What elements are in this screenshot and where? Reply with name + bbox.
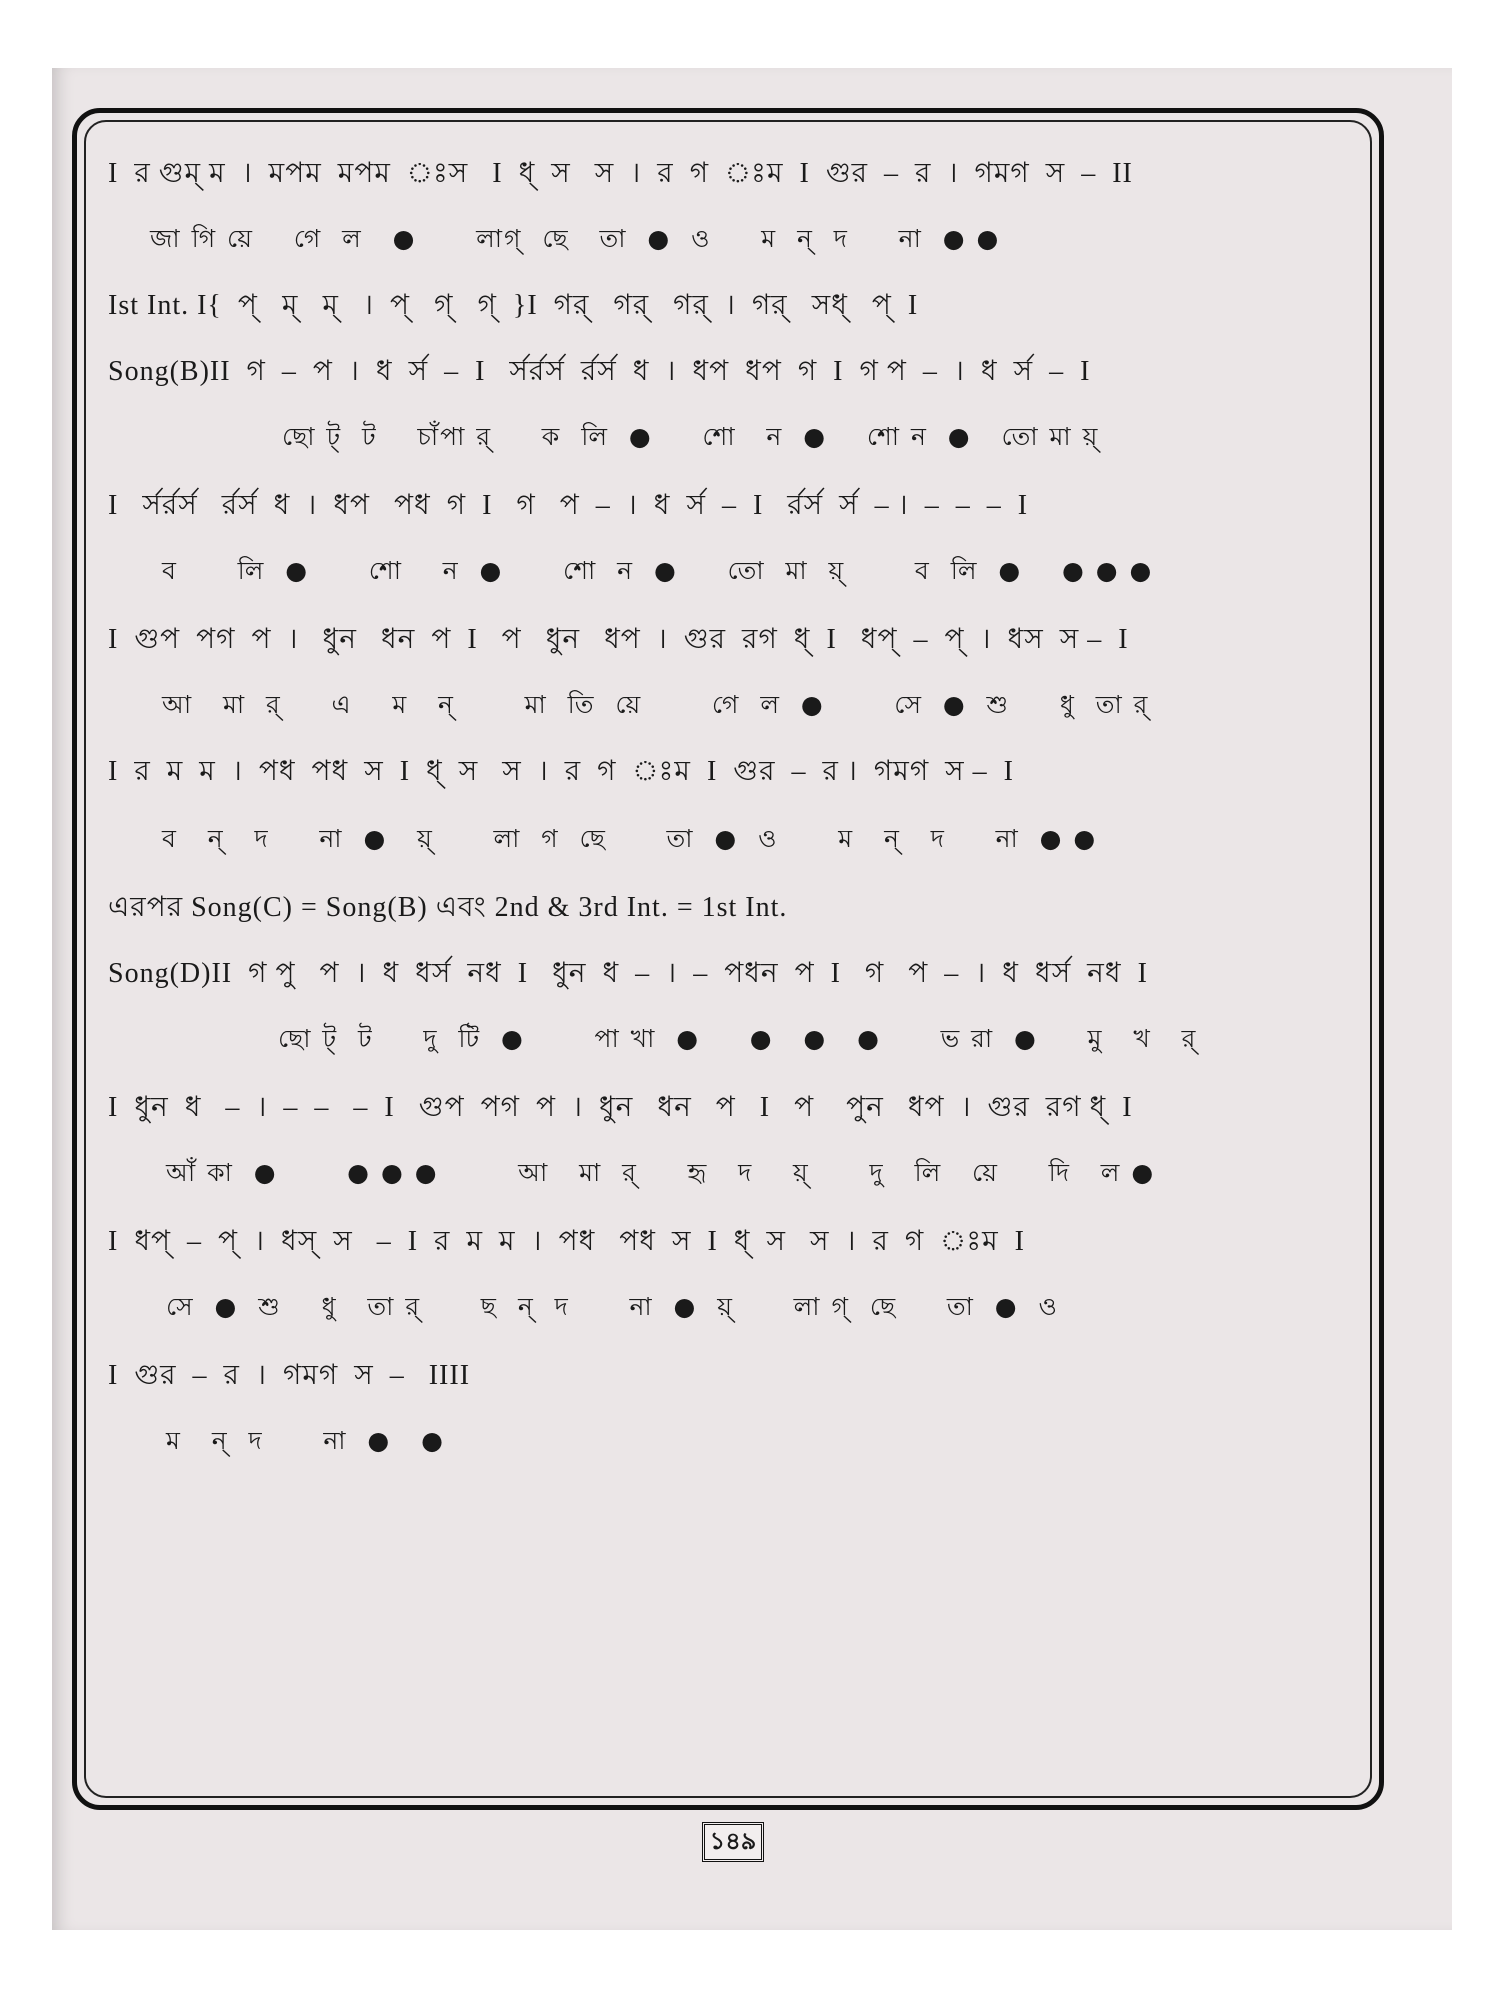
notation-line: I র গুম্ ম । মপম মপম ঃস I ধ্ স স । র গ ঃম I গুর – র । গমগ স – II bbox=[108, 157, 1133, 189]
notation-line: I গুপ পগ প । ধুন ধন প I প ধুন ধপ । গুর রগ ধ্ I ধপ্ – প্ । ধস স – I bbox=[108, 623, 1129, 655]
notation-line: I ধপ্ – প্ । ধস্ স – I র ম ম । পধ পধ স I ধ্ স স । র গ ঃম I bbox=[108, 1225, 1026, 1257]
lyric-line: ব ন্ দ না ● য়্ লা গ ছে তা ● ও ম ন্ দ না ● ● bbox=[162, 823, 1098, 853]
notation-line: Ist Int. I{ প্ ম্ ম্ । প্ গ্ গ্ }I গর্ গর্ গর্ । গর্ সধ্ প্ I bbox=[108, 289, 919, 321]
page-number: ১৪৯ bbox=[702, 1822, 764, 1862]
lyric-line: আঁ কা ● ● ● ● আ মা র্ হৃ দ য়্ দু লি য়ে দি ল ● bbox=[166, 1157, 1156, 1187]
lyric-line: জা গি য়ে গে ল ● লাগ্ ছে তা ● ও ম ন্ দ না ● ● bbox=[150, 223, 1001, 253]
notation-line: I র ম ম । পধ পধ স I ধ্ স স । র গ ঃম I গুর – র । গমগ স – I bbox=[108, 755, 1014, 787]
notation-line: I র্সর্রর্স র্রর্স ধ । ধপ পধ গ I গ প – । ধ র্স – I র্রর্স র্স – । – – – I bbox=[108, 489, 1029, 521]
lyric-line: আ মা র্ এ ম ন্ মা তি য়ে গে ল ● সে ● শু ধু তা র্ bbox=[162, 689, 1150, 719]
notation-line: Song(D)II গ পু প । ধ ধর্স নধ I ধুন ধ – । – পধন প I গ প – । ধ ধর্স নধ I bbox=[108, 957, 1148, 989]
instruction-line: এরপর Song(C) = Song(B) এবং 2nd & 3rd Int. = 1st Int. bbox=[108, 891, 788, 923]
notation-line: Song(B)II গ – প । ধ র্স – I র্সর্রর্স র্রর্স ধ । ধপ ধপ গ I গ প – । ধ র্স – I bbox=[108, 355, 1091, 387]
lyric-line: ব লি ● শো ন ● শো ন ● তো মা য়্ ব লি ● ● ● ● bbox=[162, 555, 1154, 585]
lyric-line: সে ● শু ধু তা র্ ছ ন্ দ না ● য়্ লা গ্ ছে তা ● ও bbox=[166, 1291, 1059, 1321]
lyric-line: ছো ট্ ট চাঁপা র্ ক লি ● শো ন ● শো ন ● তো মা য়্ bbox=[282, 421, 1100, 451]
notation-line: I ধুন ধ – । – – – I গুপ পগ প । ধুন ধন প I প পুন ধপ । গুর রগ ধ্ I bbox=[108, 1091, 1133, 1123]
lyric-line: ম ন্ দ না ● ● bbox=[166, 1425, 445, 1455]
lyric-line: ছো ট্ ট দু টি ● পা খা ● ● ● ● ভ রা ● মু খ র্ bbox=[278, 1023, 1198, 1053]
notation-line: I গুর – র । গমগ স – IIII bbox=[108, 1359, 471, 1391]
